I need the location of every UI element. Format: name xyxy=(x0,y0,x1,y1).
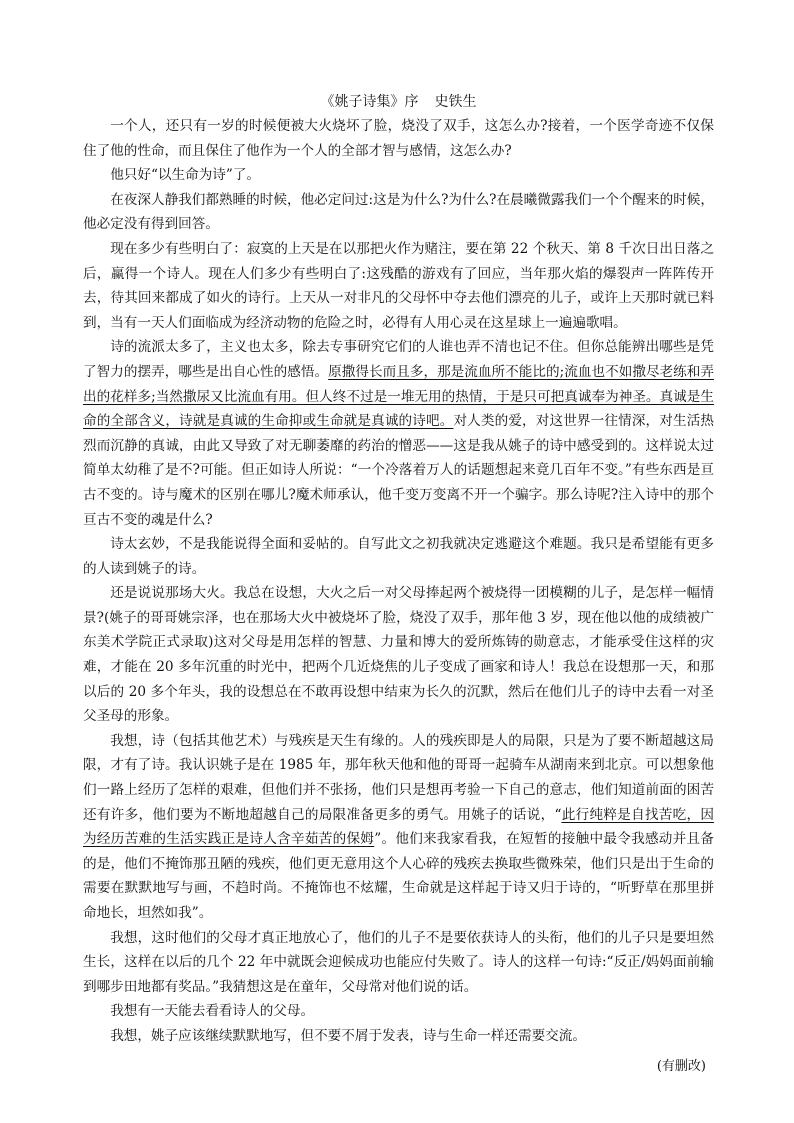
text-segment: 现在多少有些明白了：寂寞的上天是在以那把火作为赌注，要在第 22 个秋天、第 8 千次日出日落之后，赢得一个诗人。现在人们多少有些明白了:这残酷的游戏有了回应，当年那火焰的爆裂声一阵阵传开去，待其回来都成了如火的诗行。上天从一对非凡的父母怀中夺去他们漂亮的儿子，或许上天那时就已料到，当有一天人们面临成为经济动物的危险之时，必得有人用心灵在这星球上一遍遍歌唱。 xyxy=(83,240,714,331)
paragraph xyxy=(83,926,714,1000)
text-segment: ”。他们来我家看我，在短暂的接触中最令我感动并且备的是，他们不掩饰那丑陋的残疾，他们更无意用这个人心碎的残疾去换取些微殊荣，他们只是出于生命的需要在默默地写与画，不趋时尚。不掩饰也不炫耀，生命就是这样起于诗又归于诗的，“听野草在那里拼命地长，坦然如我”。 xyxy=(83,831,715,921)
paragraph xyxy=(83,581,714,729)
text-segment: 我想，诗（包括其他艺术）与残疾是天生有缘的。人的残疾即是人的局限，只是为了要不断超越这局限，才有了诗。我认识姚子是在 1985 年，那年秋天他和他的哥哥一起骑车从湖南来到北京。可以想象他们一路上经历了怎样的艰难，但他们并不张扬，他们只是想再考验一下自己的意志，他们知道前面的困苦还有许多，他们要为不断地超越自己的局限准备更多的勇气。用姚子的话说，“ xyxy=(83,732,714,823)
text-segment: 诗太玄妙，不是我能说得全面和妥帖的。自写此文之初我就决定逃避这个难题。我只是希望能有更多的人读到姚子的诗。 xyxy=(83,536,714,577)
paragraph xyxy=(83,532,714,581)
document-title xyxy=(83,90,714,114)
text-segment: 诗的流派太多了，主义也太多，除去专事研究它们的人谁也弄不清也记不住。但你总能辨出哪些是凭了智力的摆弄，哪些是出自心性的感悟。 xyxy=(83,339,714,380)
title-text: 《姚子诗集》序 xyxy=(320,94,419,110)
underlined-text: 此行纯粹是自找苦吃，因为经历苦难的生活实践正是诗人含辛茹苦的保姆 xyxy=(83,806,714,848)
text-segment: 还是说说那场大火。我总在设想，大火之后一对父母捧起两个被烧得一团模糊的儿子，是怎样一幅情景?(姚子的哥哥姚宗泽，也在那场大火中被烧坏了脸，烧没了双手，那年他 3 岁，现在他以他的成绩被广东美术学院正式录取)这对父母是用怎样的智慧、力量和博大的爱所炼铸的勋意志，才能承受住这样的灾难，才能在 20 多年沉重的时光中，把两个几近烧焦的儿子变成了画家和诗人！我总在设想那一天，和那以后的 20 多个年头，我的设想总在不敢再设想中结束为长久的沉默，然后在他们儿子的诗中去看一对圣父圣母的形象。 xyxy=(83,585,714,725)
paragraph xyxy=(83,163,714,188)
edit-note: (有删改) xyxy=(656,1058,706,1074)
underlined-text: 真诚是生命的全部含义，诗就是真诚的生命抑或生命就是真诚的诗吧。 xyxy=(83,388,715,430)
underlined-text: 原撒得长而且多，那是流血所不能比的;流血也不如撒尽老练和弄出的花样多;当然撒尿又比流血有用。但人终不过是一堆无用的热情，于是只可把真诚奉为神圣。 xyxy=(83,363,715,405)
paragraph xyxy=(83,729,714,926)
paragraph xyxy=(83,188,714,237)
text-segment: 一个人，还只有一岁的时候便被大火烧坏了脸，烧没了双手，这怎么办?接着，一个医学奇迹不仅保住了他的性命，而且保住了他作为一个人的全部才智与感情，这怎么办? xyxy=(83,118,714,159)
text-segment: 我想有一天能去看看诗人的父母。 xyxy=(110,1003,315,1020)
author-name: 史铁生 xyxy=(434,94,477,110)
text-segment: 对人类的爱，对这世界一往情深，对生活热烈而沉静的真诚，由此又导致了对无聊萎靡的药治的憎恶——这是我从姚子的诗中感受到的。这样说太过简单太幼稚了是不?可能。但正如诗人所说：“一个冷落着万人的话题想起来竟几百年不变。”有些东西是亘古不变的。诗与魔术的区别在哪儿?魔术师承认，他千变万变离不开一个骗字。那么诗呢?注入诗中的那个亘古不变的魂是什么? xyxy=(83,413,715,528)
document-body xyxy=(83,114,714,1049)
paragraph xyxy=(83,999,714,1024)
paragraph xyxy=(83,335,714,532)
paragraph xyxy=(83,114,714,163)
text-segment: 他只好“以生命为诗”了。 xyxy=(110,167,261,184)
text-segment: 我想，这时他们的父母才真正地放心了，他们的儿子不是要依获诗人的头衔，他们的儿子只是要坦然生长，这样在以后的几个 22 年中就既会迎候成功也能应付失败了。诗人的这样一句诗:“反正/妈妈面前输到哪步田地都有奖品。”我猜想这是在童年，父母常对他们说的话。 xyxy=(83,929,714,995)
paragraph xyxy=(83,237,714,335)
text-segment: 我想，姚子应该继续默默地写，但不要不屑于发表，诗与生命一样还需要交流。 xyxy=(110,1027,586,1044)
paragraph xyxy=(83,1024,714,1049)
text-segment: 在夜深人静我们都熟睡的时候，他必定问过:这是为什么?为什么?在晨曦微露我们一个个醒来的时候，他必定没有得到回答。 xyxy=(83,191,714,233)
